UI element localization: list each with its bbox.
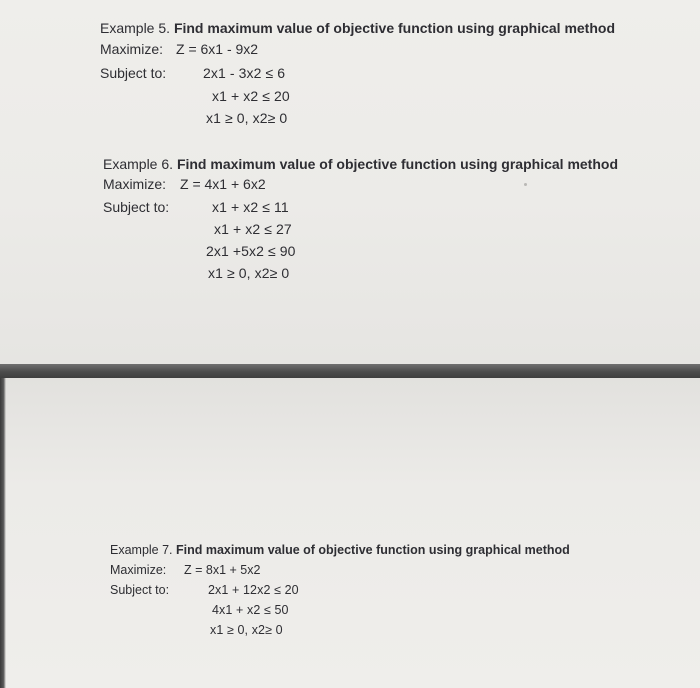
example-5-heading — [100, 21, 615, 35]
page-divider — [0, 364, 700, 378]
lower-page-shadow-edge — [0, 378, 6, 688]
example-6-objective: Z = 4x1 + 6x2 — [180, 176, 266, 192]
example-6-constraint-1: x1 + x2 ≤ 11 — [212, 199, 289, 215]
example-5-constraint-2: x1 + x2 ≤ 20 — [212, 88, 290, 104]
paper-speck — [524, 183, 527, 186]
example-5-constraint-3: x1 ≥ 0, x2≥ 0 — [206, 110, 288, 126]
example-6-number: Example 6. — [103, 156, 174, 172]
example-5-constraint-1: 2x1 - 3x2 ≤ 6 — [203, 65, 286, 81]
example-5-subject-label: Subject to: — [100, 65, 167, 81]
example-7-maximize-label: Maximize: — [110, 563, 167, 577]
example-7-number: Example 7. — [110, 543, 173, 557]
example-7-title: Find maximum value of objective function using graphical method — [176, 543, 570, 557]
example-6-maximize-label: Maximize: — [103, 176, 167, 192]
example-5-objective: Z = 6x1 - 9x2 — [176, 41, 259, 57]
example-6-subject-label: Subject to: — [103, 199, 170, 215]
example-5-number: Example 5. — [100, 20, 171, 36]
lower-page — [0, 378, 700, 688]
example-7-constraint-1: 2x1 + 12x2 ≤ 20 — [208, 583, 299, 597]
example-5-maximize-label: Maximize: — [100, 41, 164, 57]
example-6-constraint-3: 2x1 +5x2 ≤ 90 — [206, 243, 296, 259]
example-5-title: Find maximum value of objective function using graphical method — [173, 20, 615, 36]
example-6-title: Find maximum value of objective function using graphical method — [176, 156, 618, 172]
example-7-heading — [110, 544, 570, 557]
example-6-constraint-2: x1 + x2 ≤ 27 — [214, 221, 292, 237]
example-7-objective: Z = 8x1 + 5x2 — [184, 563, 261, 577]
example-7-subject-label: Subject to: — [110, 583, 170, 597]
example-7-constraint-2: 4x1 + x2 ≤ 50 — [212, 603, 289, 617]
example-6-constraint-4: x1 ≥ 0, x2≥ 0 — [208, 265, 290, 281]
example-7-constraint-3: x1 ≥ 0, x2≥ 0 — [210, 623, 283, 637]
example-6-heading — [103, 157, 618, 171]
